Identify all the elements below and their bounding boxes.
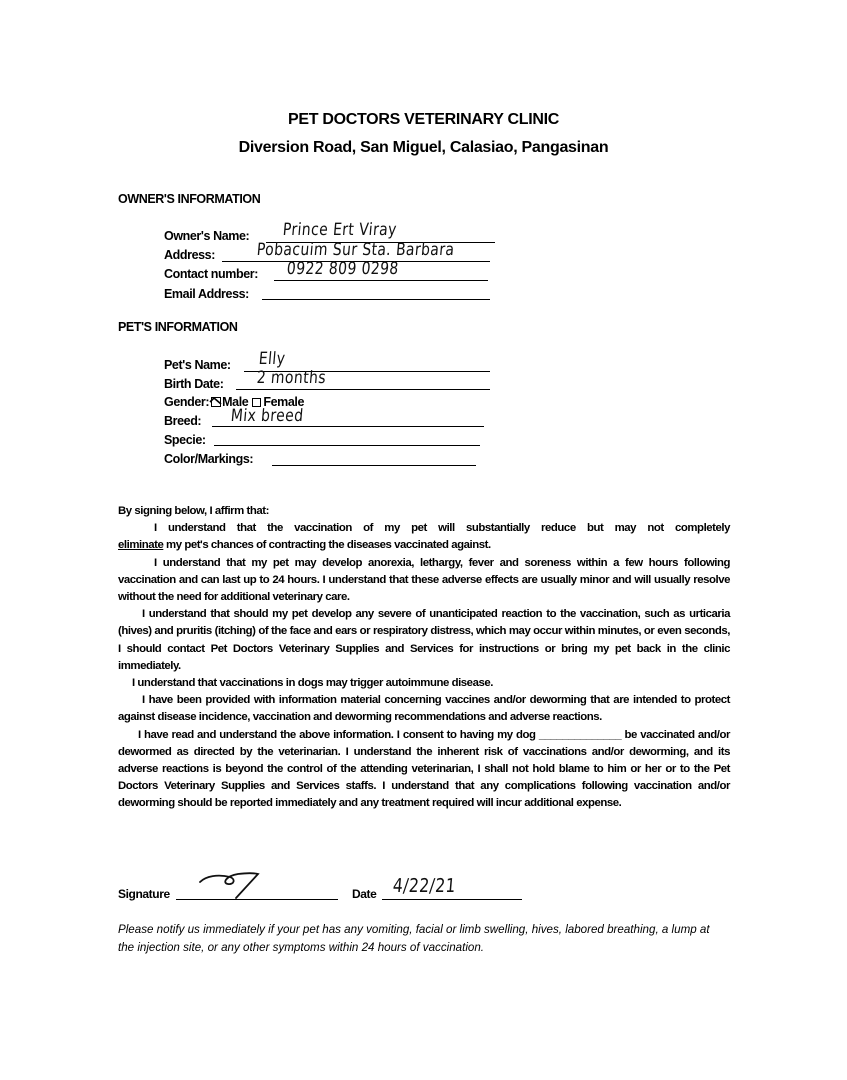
consent-paragraph-1a: I understand that the vaccination of my pet will substantially reduce but may not completely [154, 522, 730, 535]
clinic-address: Diversion Road, San Miguel, Calasiao, Pangasinan [238, 139, 609, 156]
clinic-name: PET DOCTORS VETERINARY CLINIC [287, 111, 560, 128]
consent-section [118, 503, 730, 813]
consent-paragraph-1b-rest: my pet's chances of contracting the diseases vaccinated against. [163, 539, 491, 552]
specie-label: Specie: [164, 433, 206, 447]
owner-address-label: Address: [164, 248, 215, 262]
consent-paragraph-6a: I have read and understand the above information. I consent to having my dog [138, 728, 536, 741]
consent-paragraph-5: I have been provided with information material concerning vaccines and/or deworming that are intended to protect against disease incidence, vaccination and deworming recommendations and adverse reactions. [118, 694, 730, 724]
pet-section-title: PET'S INFORMATION [118, 320, 238, 334]
birth-date-label: Birth Date: [164, 377, 224, 391]
consent-paragraph-2: I understand that my pet may develop anorexia, lethargy, fever and soreness within a few hours following vaccination and can last up to 24 hours. I understand that these adverse effects are usually minor and will usually resolve without the need for additional veterinary care. [118, 556, 730, 604]
pet-name-value: Elly [258, 349, 287, 369]
date-value: 4/22/21 [392, 875, 457, 897]
color-markings-label: Color/Markings: [164, 452, 254, 466]
consent-paragraph-6 [118, 727, 730, 813]
owner-section-title: OWNER'S INFORMATION [118, 192, 261, 206]
breed-field[interactable] [212, 426, 484, 427]
color-markings-field[interactable] [272, 465, 476, 466]
gender-label: Gender: [164, 395, 210, 409]
check-mark-icon [209, 395, 223, 407]
consent-intro: By signing below, I affirm that: [118, 505, 269, 517]
dog-name-blank[interactable]: ______________ [538, 728, 622, 741]
consent-paragraph-1b [118, 537, 730, 554]
handwritten-signature-icon [196, 868, 272, 902]
birth-date-value: 2 months [256, 368, 327, 388]
owner-name-value: Prince Ert Viray [282, 220, 398, 240]
consent-paragraph-4: I understand that vaccinations in dogs may trigger autoimmune disease. [132, 677, 493, 690]
contact-number-label: Contact number: [164, 267, 259, 281]
breed-value: Mix breed [230, 406, 305, 426]
breed-label: Breed: [164, 414, 202, 428]
footer-note: Please notify us immediately if your pet has any vomiting, facial or limb swelling, hives, labored breathing, a lump at the injection site, or any other symptoms within 24 hours of vaccination. [118, 923, 710, 954]
contact-number-field[interactable] [274, 280, 488, 281]
consent-paragraph-3: I understand that should my pet develop any severe of unanticipated reaction to the vaccination, such as urticaria (hives) and pruritis (itching) of the face and ears or respiratory distress, which may occur within minutes, or even seconds, I should contact Pet Doctors Veterinary Supplies and Services for instructions or bring my pet back in the clinic immediately. [118, 608, 730, 672]
contact-number-value: 0922 809 0298 [286, 259, 400, 279]
birth-date-field[interactable] [236, 389, 490, 390]
owner-name-label: Owner's Name: [164, 229, 250, 243]
eliminate-word: eliminate [118, 539, 164, 552]
specie-field[interactable] [214, 445, 480, 446]
date-label: Date [352, 887, 377, 901]
signature-label: Signature [118, 887, 170, 901]
consent-paragraph-6b: be vaccinated and/or dewormed as directed by the veterinarian. I understand the inherent risk of vaccinations and/or deworming, and its adverse reactions is beyond the control of the attending veterinarian, I shall not hold blame to him or her or to the Pet Doctors Veterinary Supplies and Services staffs. I understand that any complications following vaccination and/or deworming should be reported immediately and any treatment required will incur additional expense. [118, 728, 731, 810]
date-field[interactable] [382, 899, 522, 900]
email-label: Email Address: [164, 287, 249, 301]
pet-name-label: Pet's Name: [164, 358, 231, 372]
owner-address-value: Pobacuim Sur Sta. Barbara [256, 240, 456, 260]
gender-male-checkbox[interactable] [211, 397, 221, 407]
gender-female-label: Female [263, 395, 305, 409]
email-field[interactable] [262, 299, 490, 300]
gender-male-label: Male [222, 395, 249, 409]
